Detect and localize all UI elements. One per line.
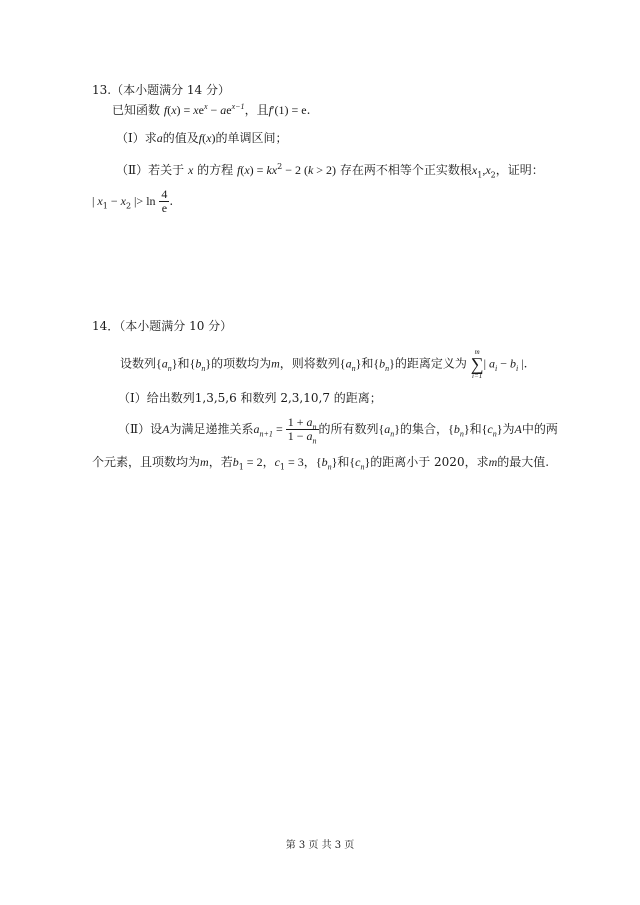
q13-part2-mid2: 存在两不相等个正实数根 bbox=[339, 163, 472, 177]
q13-part1-mid: 的值及 bbox=[162, 131, 199, 145]
q13-part2-label: （Ⅱ）若关于 bbox=[116, 163, 185, 177]
q14-line1-a: 设数列 bbox=[120, 356, 157, 371]
q13-fraction: $\frac{4}{e}$ bbox=[161, 187, 168, 215]
q13-header: 13.（本小题满分 14 分） bbox=[92, 83, 230, 97]
q14-line5-e: 和 bbox=[337, 455, 350, 469]
q14-line5-g: 的最大值. bbox=[497, 455, 550, 469]
q14-line1-end: . bbox=[523, 356, 528, 371]
q14-line1-e: 和 bbox=[361, 356, 374, 371]
q13-given-prefix: 已知函数 bbox=[112, 103, 161, 117]
q14-line1-b: 和 bbox=[177, 356, 190, 371]
q13-function-def: f bbox=[163, 103, 168, 117]
q14-line5: 个元素，且项数均为m，若$b_1 = 2$，$c_1 = 3$，$\{b_n\}$和$\{c_n\}$的距离小于 2020，求m的最大值. bbox=[92, 455, 550, 472]
q14-part2-c: 的所有数列 bbox=[318, 422, 379, 436]
q14-header: 14．（本小题满分 10 分） bbox=[92, 319, 233, 333]
q14-line5-b: ，若 bbox=[208, 455, 233, 469]
q14-line5-f: 的距离小于 2020，求 bbox=[370, 455, 489, 469]
q14-line1-d: ，则将数列 bbox=[279, 356, 340, 371]
q13-part2-mid1: 的方程 bbox=[197, 163, 234, 177]
q13-conclusion-end: . bbox=[169, 194, 174, 208]
q14-line5-d: ， bbox=[303, 455, 316, 469]
q13-given: 已知函数 $f(x) = xe^x - ae^{x-1}$，且f′(1) = e. bbox=[112, 102, 311, 117]
q13-given-mid: ，且 bbox=[244, 103, 269, 117]
q14-sum-symbol: m ∑ i=1 bbox=[470, 348, 484, 380]
q14-line1-c: 的项数均为 bbox=[211, 356, 272, 371]
q14-part2: （Ⅱ）设A为满足递推关系$a_{n+1}$ = $\frac{1 + a_n}{1 - a_n}$ 的所有数列$\{a_n\}$的集合，$\{b_n\}$和$\{c_n\}$为A中的两 bbox=[118, 415, 558, 446]
q14-line1-f: 的距离定义为 bbox=[394, 356, 467, 371]
q14-definition: 设数列$\{a_n\}$和$\{b_n\}$的项数均为m，则将数列$\{a_n\}$和$\{b_n\}$的距离定义为 m ∑ i=1 | $a_i - b_i$ |. bbox=[120, 348, 528, 380]
q14-part2-g: 中的两 bbox=[521, 422, 558, 436]
q13-part1: （Ⅰ）求a的值及f(x)的单调区间； bbox=[116, 131, 288, 145]
q14-recurrence-fraction: $\frac{1 + a_n}{1 - a_n}$ bbox=[287, 415, 317, 446]
page-footer: 第 3 页 共 3 页 bbox=[285, 840, 355, 851]
q14-part2-b: 为满足递推关系 bbox=[169, 422, 254, 436]
q13-part1-end: 的单调区间； bbox=[215, 131, 288, 145]
q14-part1: （Ⅰ）给出数列1,3,5,6 和数列 2,3,10,7 的距离； bbox=[118, 391, 382, 405]
q14-line5-a: 个元素，且项数均为 bbox=[92, 455, 201, 469]
q13-conclusion: | $x_1 - x_2$ |> ln $\frac{4}{e}$ . bbox=[92, 187, 174, 215]
q13-part1-label: （Ⅰ）求 bbox=[116, 131, 157, 145]
q13-given-end: . bbox=[306, 103, 311, 117]
q14-part2-a: （Ⅱ）设 bbox=[118, 422, 163, 436]
q14-line5-c: ， bbox=[262, 455, 275, 469]
q14-part2-e: 和 bbox=[469, 422, 482, 436]
q14-part2-d: 的集合， bbox=[400, 422, 449, 436]
q14-part2-f: 为 bbox=[502, 422, 515, 436]
q13-part2: （Ⅱ）若关于 x 的方程 $f(x) = kx^2 - 2$ (k > 2) 存在两不相等个正实数根$x_1,x_2$，证明： bbox=[116, 162, 544, 180]
q13-part2-end: ，证明： bbox=[495, 163, 544, 177]
